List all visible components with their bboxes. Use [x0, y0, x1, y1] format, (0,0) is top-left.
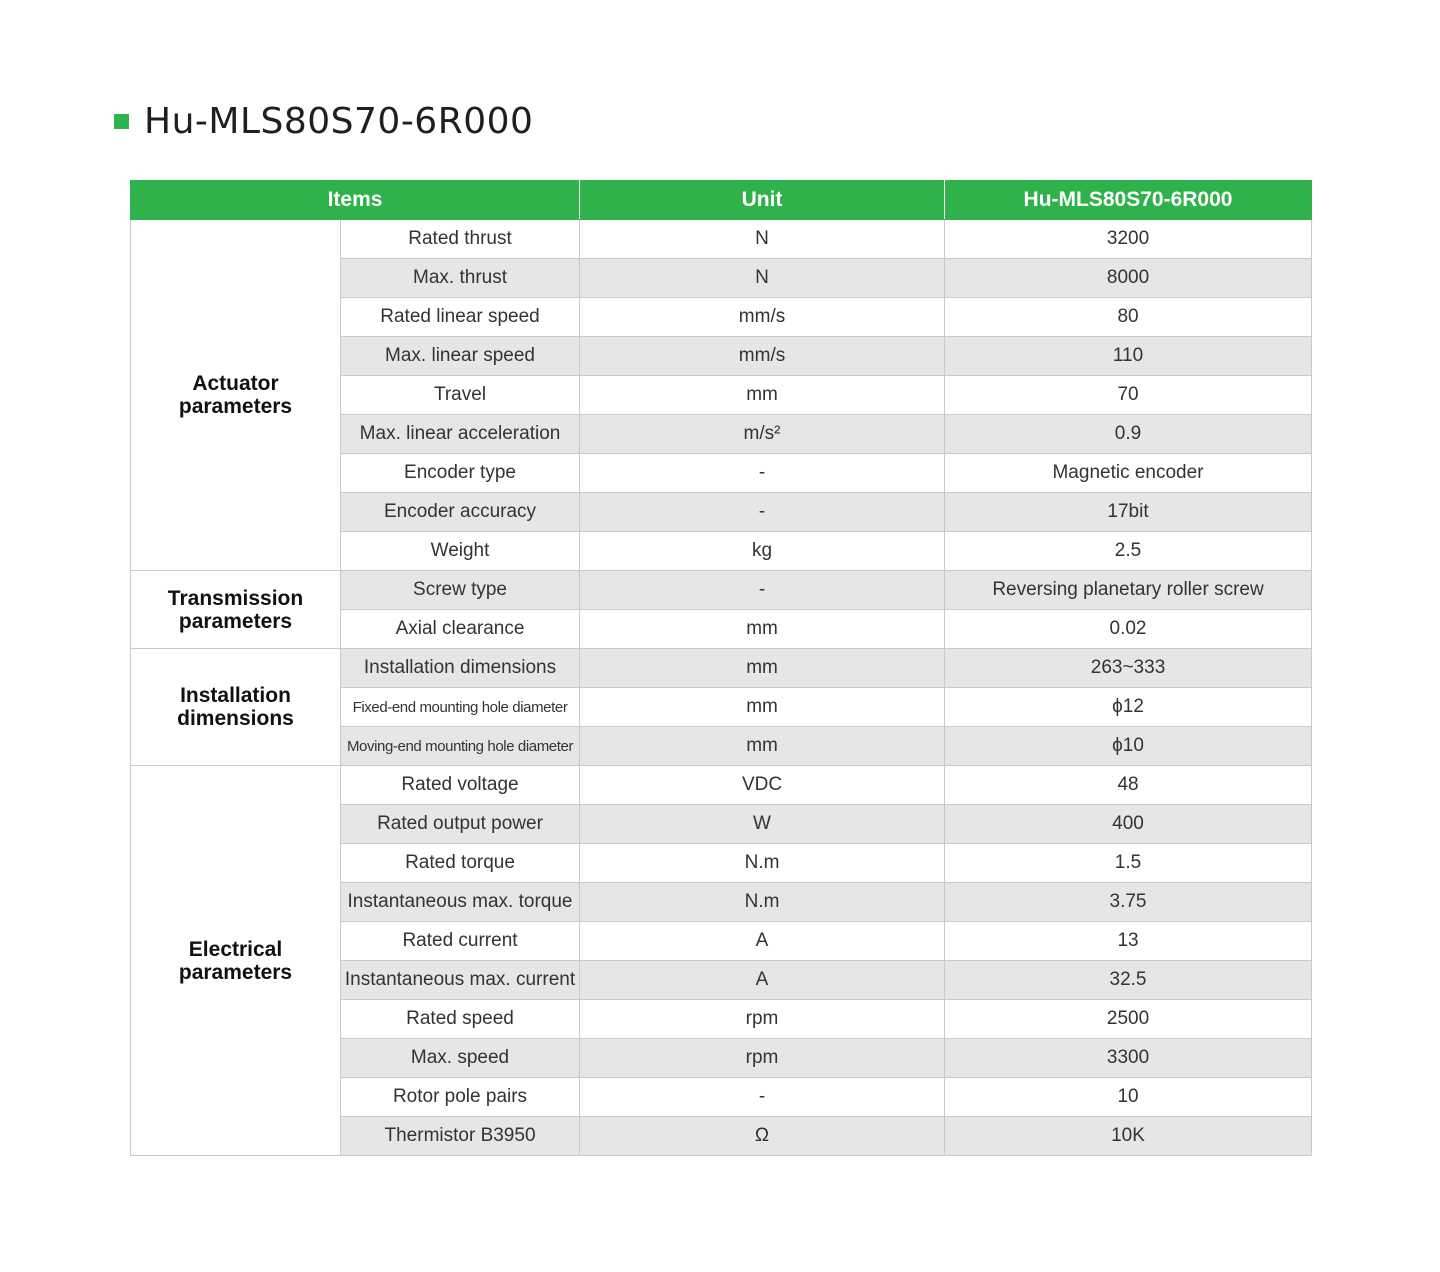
cell-value: 400 — [945, 805, 1312, 844]
cell-unit: m/s² — [580, 415, 945, 454]
table-row — [131, 649, 1312, 688]
cell-item: Max. linear acceleration — [341, 415, 580, 454]
cell-item: Weight — [341, 532, 580, 571]
cell-unit: - — [580, 571, 945, 610]
cell-value: 13 — [945, 922, 1312, 961]
group-label-line2: parameters — [178, 395, 293, 418]
cell-unit: VDC — [580, 766, 945, 805]
cell-unit: mm/s — [580, 337, 945, 376]
cell-value: Reversing planetary roller screw — [945, 571, 1312, 610]
cell-unit: N — [580, 220, 945, 259]
group-label — [131, 571, 341, 649]
group-label-line2: dimensions — [177, 707, 294, 730]
cell-item: Rated speed — [341, 1000, 580, 1039]
header-model: Hu-MLS80S70-6R000 — [945, 181, 1312, 220]
cell-item: Max. thrust — [341, 259, 580, 298]
group-label-line1: Actuator — [192, 372, 279, 395]
cell-item: Installation dimensions — [341, 649, 580, 688]
page-heading — [114, 96, 533, 146]
cell-value: Magnetic encoder — [945, 454, 1312, 493]
cell-item: Moving-end mounting hole diameter — [341, 727, 580, 766]
cell-value: 80 — [945, 298, 1312, 337]
cell-unit: N.m — [580, 844, 945, 883]
cell-unit: mm — [580, 688, 945, 727]
cell-unit: N.m — [580, 883, 945, 922]
cell-unit: - — [580, 493, 945, 532]
cell-value: 32.5 — [945, 961, 1312, 1000]
cell-value: 0.9 — [945, 415, 1312, 454]
cell-value: 2.5 — [945, 532, 1312, 571]
cell-item: Encoder type — [341, 454, 580, 493]
cell-value: 10K — [945, 1117, 1312, 1156]
cell-item: Rated torque — [341, 844, 580, 883]
cell-unit: W — [580, 805, 945, 844]
cell-item: Fixed-end mounting hole diameter — [341, 688, 580, 727]
group-label-line1: Transmission — [167, 586, 304, 610]
cell-item: Rated output power — [341, 805, 580, 844]
cell-item: Travel — [341, 376, 580, 415]
cell-unit: N — [580, 259, 945, 298]
cell-unit: - — [580, 454, 945, 493]
header-items: Items — [131, 181, 580, 220]
cell-value: ϕ10 — [945, 727, 1312, 766]
cell-item: Instantaneous max. current — [341, 961, 580, 1000]
group-label — [131, 649, 341, 766]
header-unit: Unit — [580, 181, 945, 220]
cell-unit: rpm — [580, 1000, 945, 1039]
cell-value: 263~333 — [945, 649, 1312, 688]
cell-value: 70 — [945, 376, 1312, 415]
group-label — [131, 220, 341, 571]
cell-unit: rpm — [580, 1039, 945, 1078]
group-label-line1: Electrical — [188, 937, 283, 961]
table-header-row — [131, 181, 1312, 220]
cell-value: 8000 — [945, 259, 1312, 298]
cell-item: Encoder accuracy — [341, 493, 580, 532]
group-label — [131, 766, 341, 1156]
cell-item: Rotor pole pairs — [341, 1078, 580, 1117]
cell-unit: mm — [580, 649, 945, 688]
cell-item: Max. speed — [341, 1039, 580, 1078]
cell-unit: - — [580, 1078, 945, 1117]
group-label-line1: Installation — [180, 684, 291, 707]
group-label-line2: parameters — [178, 609, 293, 633]
cell-unit: mm — [580, 376, 945, 415]
table-row — [131, 571, 1312, 610]
table-row — [131, 766, 1312, 805]
cell-unit: mm — [580, 727, 945, 766]
cell-value: 3300 — [945, 1039, 1312, 1078]
cell-unit: mm/s — [580, 298, 945, 337]
cell-value: 2500 — [945, 1000, 1312, 1039]
cell-value: 0.02 — [945, 610, 1312, 649]
cell-item: Rated thrust — [341, 220, 580, 259]
cell-value: 110 — [945, 337, 1312, 376]
cell-item: Instantaneous max. torque — [341, 883, 580, 922]
cell-item: Max. linear speed — [341, 337, 580, 376]
cell-unit: kg — [580, 532, 945, 571]
cell-unit: mm — [580, 610, 945, 649]
spec-table — [130, 180, 1312, 1156]
green-square-icon — [114, 114, 129, 129]
table-body — [131, 220, 1312, 1156]
cell-value: 1.5 — [945, 844, 1312, 883]
cell-item: Axial clearance — [341, 610, 580, 649]
group-label-line2: parameters — [178, 960, 293, 984]
cell-item: Rated linear speed — [341, 298, 580, 337]
cell-value: 3200 — [945, 220, 1312, 259]
cell-unit: Ω — [580, 1117, 945, 1156]
cell-value: 3.75 — [945, 883, 1312, 922]
cell-item: Rated voltage — [341, 766, 580, 805]
cell-item: Rated current — [341, 922, 580, 961]
cell-value: 48 — [945, 766, 1312, 805]
table-row — [131, 220, 1312, 259]
cell-unit: A — [580, 961, 945, 1000]
page-title: Hu-MLS80S70-6R000 — [144, 100, 534, 142]
cell-value: 17bit — [945, 493, 1312, 532]
cell-value: 10 — [945, 1078, 1312, 1117]
cell-item: Screw type — [341, 571, 580, 610]
cell-unit: A — [580, 922, 945, 961]
cell-item: Thermistor B3950 — [341, 1117, 580, 1156]
cell-value: ϕ12 — [945, 688, 1312, 727]
